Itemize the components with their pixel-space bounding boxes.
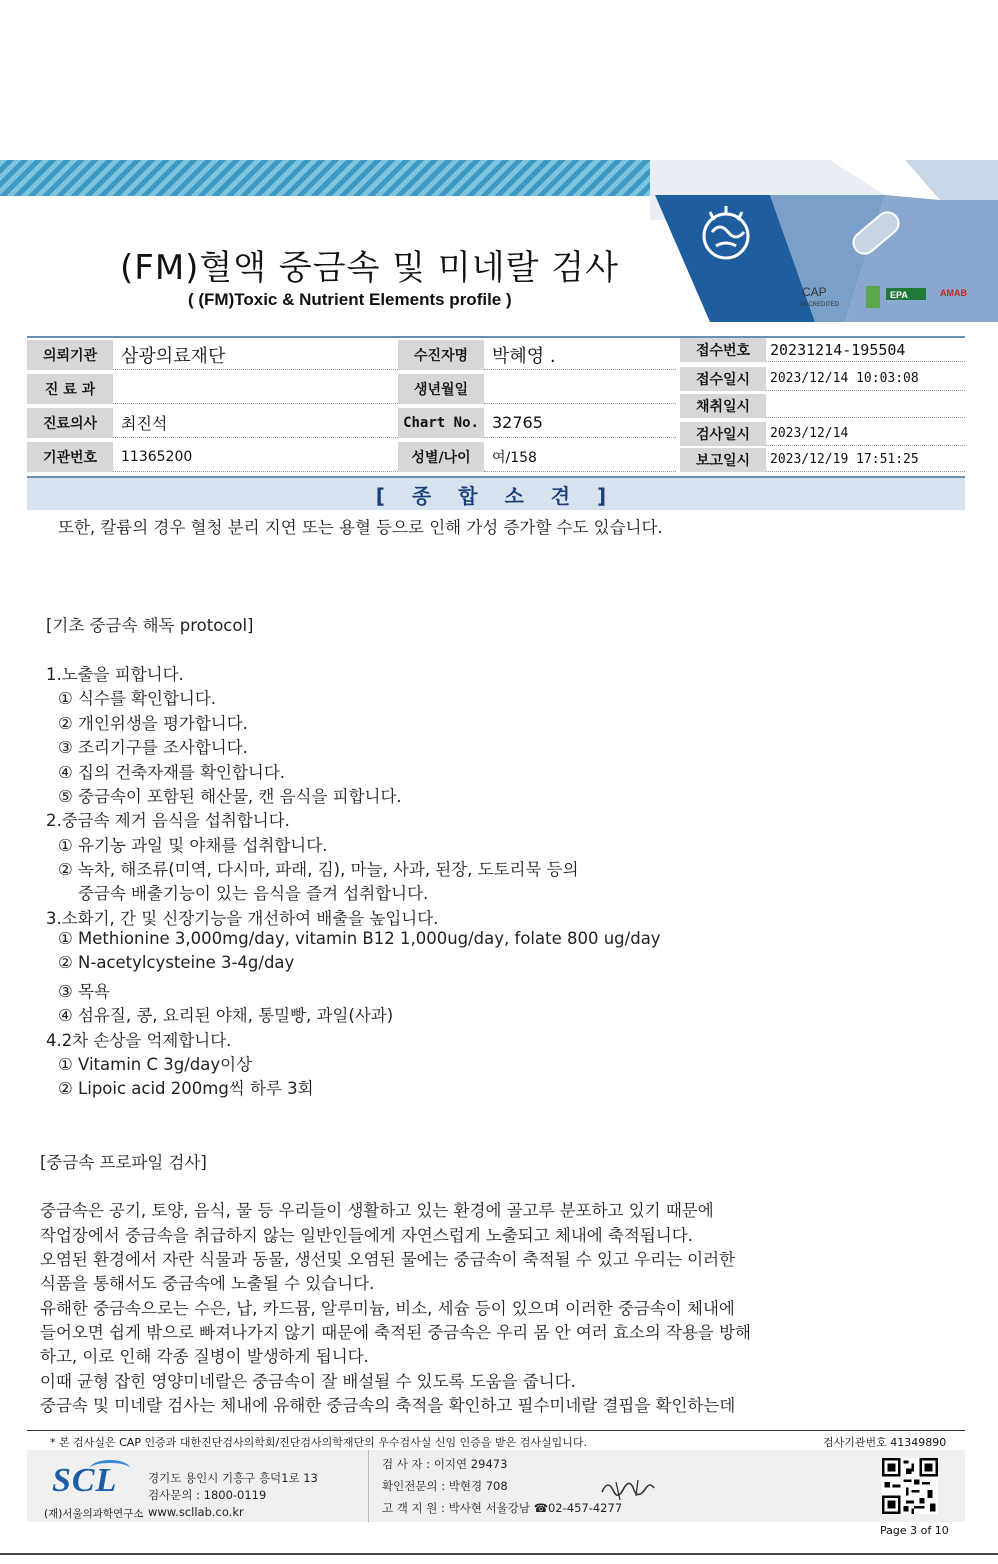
test-date-value: 2023/12/14 bbox=[766, 422, 965, 446]
sex-age-label: 성별/나이 bbox=[398, 442, 484, 472]
collect-date-label: 채취일시 bbox=[680, 394, 766, 418]
body-line: ① 식수를 확인합니다. bbox=[58, 689, 217, 708]
signature-image bbox=[598, 1474, 658, 1504]
body-line: ③ 목욕 bbox=[58, 982, 110, 1001]
chart-no-value: 32765 bbox=[484, 408, 676, 438]
report-date-label: 보고일시 bbox=[680, 448, 766, 472]
test-date-label: 검사일시 bbox=[680, 422, 766, 446]
footer-rule bbox=[27, 1430, 965, 1431]
org-name: (재)서울의과학연구소 bbox=[44, 1508, 144, 1520]
body-line: 또한, 칼륨의 경우 혈청 분리 지연 또는 용혈 등으로 인해 가성 증가할 수도 있습니다. bbox=[58, 518, 663, 537]
qr-code bbox=[882, 1458, 938, 1514]
report-date-value: 2023/12/19 17:51:25 bbox=[766, 448, 965, 472]
lab-registration-no: 검사기관번호 41349890 bbox=[823, 1436, 947, 1449]
body-line: ④ 집의 건축자재를 확인합니다. bbox=[58, 763, 286, 782]
report-subtitle: ( (FM)Toxic & Nutrient Elements profile ) bbox=[188, 290, 512, 309]
bottom-rule bbox=[0, 1553, 998, 1555]
body-line: ① Vitamin C 3g/day이상 bbox=[58, 1055, 253, 1074]
support-info: 고 객 지 원 : 박사현 서울강남 ☎02-457-4277 bbox=[382, 1501, 623, 1515]
scl-logo: SCL bbox=[52, 1462, 118, 1499]
doctor-label: 진료의사 bbox=[27, 408, 113, 438]
body-line: 들어오면 쉽게 밖으로 빠져나가지 않기 때문에 축적된 중금속은 우리 몸 안 여러 효소의 작용을 방해 bbox=[40, 1323, 751, 1342]
header-graphic bbox=[650, 160, 998, 322]
body-line: ② 녹차, 해조류(미역, 다시마, 파래, 김), 마늘, 사과, 된장, 도토리묵 등의 bbox=[58, 860, 579, 879]
patient-label: 수진자명 bbox=[398, 340, 484, 370]
body-line: ⑤ 중금속이 포함된 해산물, 캔 음식을 피합니다. bbox=[58, 787, 402, 806]
page-number: Page 3 of 10 bbox=[880, 1524, 949, 1537]
body-line: ③ 조리기구를 조사합니다. bbox=[58, 738, 248, 757]
department-value bbox=[113, 374, 398, 404]
summary-heading: [ 종 합 소 견 ] bbox=[27, 476, 965, 510]
body-line: 오염된 환경에서 자란 식물과 동물, 생선및 오염된 물에는 중금속이 축적될 수 있고 우리는 이러한 bbox=[40, 1250, 736, 1269]
accreditation-notice: * 본 검사실은 CAP 인증과 대한진단검사의학회/진단검사의학재단의 우수검사실 신임 인증을 받은 검사실입니다. bbox=[50, 1436, 588, 1449]
svg-text:ACCREDITED: ACCREDITED bbox=[800, 302, 840, 308]
body-line: ② Lipoic acid 200mg씩 하루 3회 bbox=[58, 1079, 314, 1098]
body-line: ④ 섬유질, 콩, 요리된 야채, 통밀빵, 과일(사과) bbox=[58, 1006, 394, 1025]
body-line: 중금속은 공기, 토양, 음식, 물 등 우리들이 생활하고 있는 환경에 골고루 분포하고 있기 때문에 bbox=[40, 1201, 714, 1220]
footer-divider bbox=[368, 1450, 369, 1522]
body-line: 식품을 통해서도 중금속에 노출될 수 있습니다. bbox=[40, 1274, 375, 1293]
header-stripe-band bbox=[0, 160, 680, 196]
body-line: ① 유기농 과일 및 야채를 섭취합니다. bbox=[58, 836, 328, 855]
body-line: 이때 균형 잡힌 영양미네랄은 중금속이 잘 배설될 수 있도록 도움을 줍니다. bbox=[40, 1372, 576, 1391]
body-line: ① Methionine 3,000mg/day, vitamin B12 1,000ug/day, folate 800 ug/day bbox=[58, 929, 661, 948]
patient-value: 박혜영 . bbox=[484, 340, 676, 370]
receipt-date-value: 2023/12/14 10:03:08 bbox=[766, 367, 965, 391]
collect-date-value bbox=[766, 394, 965, 418]
svg-text:EPA: EPA bbox=[890, 290, 908, 300]
lm-logo bbox=[866, 286, 880, 308]
receipt-no-value: 20231214-195504 bbox=[766, 338, 965, 362]
birth-value bbox=[484, 374, 676, 404]
body-line: 2.중금속 제거 음식을 섭취합니다. bbox=[46, 811, 290, 830]
body-line: 유해한 중금속으로는 수은, 납, 카드뮴, 알루미늄, 비소, 세슘 등이 있으며 이러한 중금속이 체내에 bbox=[40, 1299, 735, 1318]
body-line: 중금속 및 미네랄 검사는 체내에 유해한 중금속의 축적을 확인하고 필수미네랄 결핍을 확인하는데 bbox=[40, 1396, 736, 1415]
birth-label: 생년월일 bbox=[398, 374, 484, 404]
body-line: 4.2차 손상을 억제합니다. bbox=[46, 1031, 232, 1050]
body-line: 1.노출을 피합니다. bbox=[46, 665, 184, 684]
protocol-heading: [기초 중금속 해독 protocol] bbox=[46, 616, 254, 635]
inquiry-phone: 검사문의 : 1800-0119 bbox=[148, 1488, 267, 1502]
amab-logo: AMAB bbox=[940, 288, 967, 298]
report-title: (FM)혈액 중금속 및 미네랄 검사 bbox=[120, 248, 619, 288]
body-line: 하고, 이로 인해 각종 질병이 발생하게 됩니다. bbox=[40, 1347, 369, 1366]
org-address: 경기도 용인시 기흥구 흥덕1로 13 bbox=[148, 1471, 318, 1485]
receipt-date-label: 접수일시 bbox=[680, 367, 766, 391]
profile-heading: [중금속 프로파일 검사] bbox=[40, 1153, 207, 1172]
institution-label: 의뢰기관 bbox=[27, 340, 113, 370]
org-no-value: 11365200 bbox=[113, 442, 398, 472]
org-no-label: 기관번호 bbox=[27, 442, 113, 472]
doctor-value: 최진석 bbox=[113, 408, 398, 438]
chart-no-label: Chart No. bbox=[398, 408, 484, 438]
specialist-info: 확인전문의 : 박현경 708 bbox=[382, 1479, 508, 1493]
body-line: ② 개인위생을 평가합니다. bbox=[58, 714, 248, 733]
body-line: 3.소화기, 간 및 신장기능을 개선하여 배출을 높입니다. bbox=[46, 909, 439, 928]
tester-info: 검 사 자 : 이지연 29473 bbox=[382, 1457, 508, 1471]
body-line: 작업장에서 중금속을 취급하지 않는 일반인들에게 자연스럽게 노출되고 체내에 축적됩니다. bbox=[40, 1226, 693, 1245]
institution-value: 삼광의료재단 bbox=[113, 340, 398, 370]
body-line: ② N-acetylcysteine 3-4g/day bbox=[58, 953, 295, 972]
receipt-no-label: 접수번호 bbox=[680, 338, 766, 362]
website-link[interactable]: www.scllab.co.kr bbox=[148, 1505, 244, 1519]
cap-logo: CAP bbox=[802, 285, 827, 299]
body-line: 중금속 배출기능이 있는 음식을 즐겨 섭취합니다. bbox=[78, 884, 429, 903]
department-label: 진 료 과 bbox=[27, 374, 113, 404]
sex-age-value: 여/158 bbox=[484, 442, 676, 472]
